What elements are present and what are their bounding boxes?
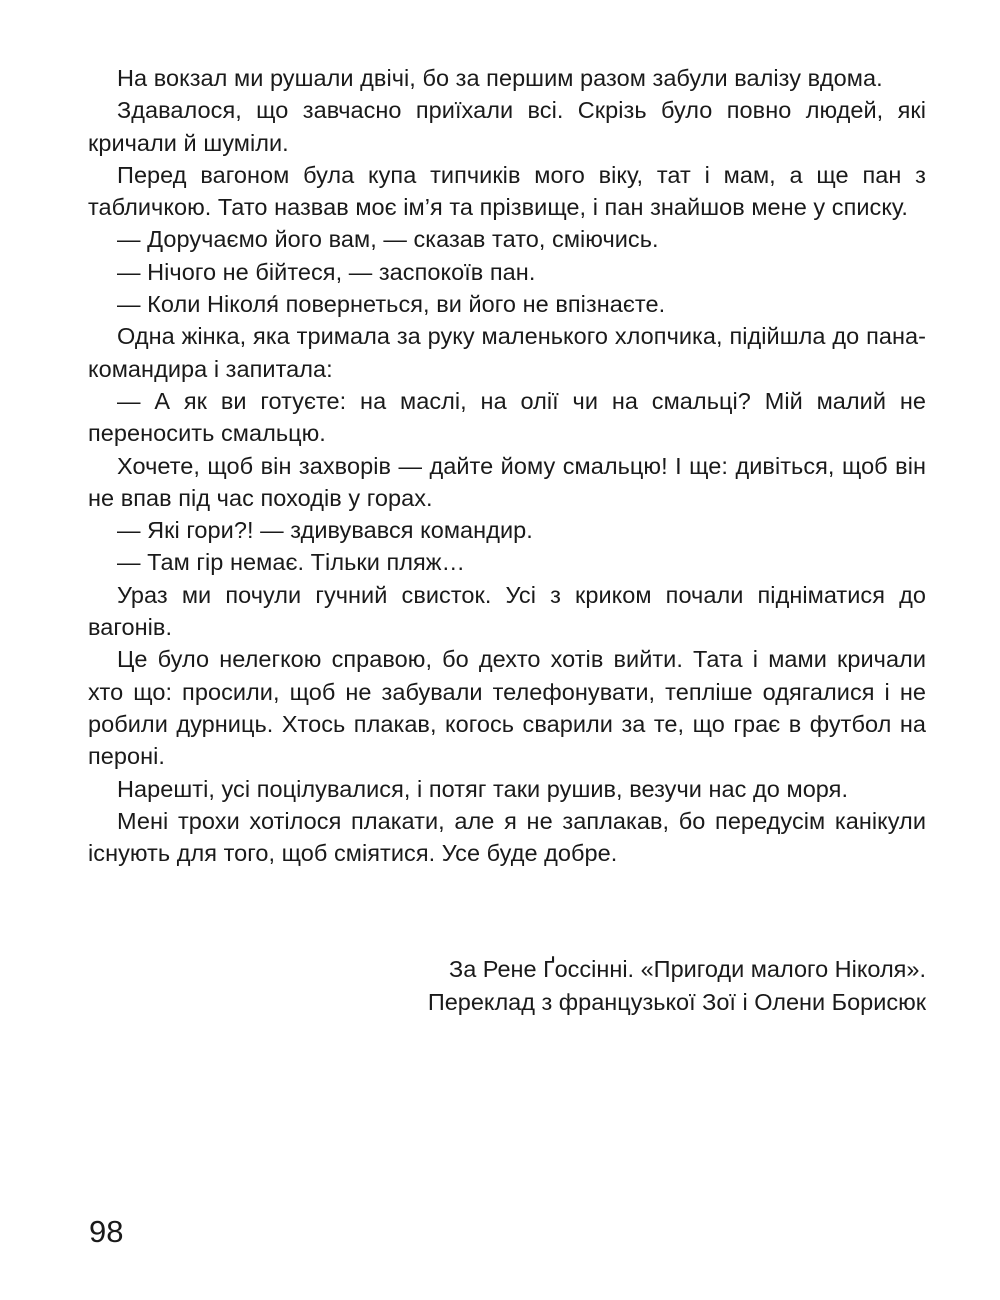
paragraph: Здавалося, що завчасно приїхали всі. Скрізь було повно людей, які кричали й шуміли.	[88, 97, 926, 156]
paragraph: Перед вагоном була купа типчиків мого віку, тат і мам, а ще пан з табличкою. Тато назвав моє ім’я та прізвище, і пан знайшов мене у списку.	[88, 161, 926, 221]
dialogue-line: — Які гори?! — здивувався командир.	[117, 517, 533, 544]
dialogue-line: — Коли Ніколя́ повернеться, ви його не впізнаєте.	[117, 291, 666, 318]
paragraph: Це було нелегкою справою, бо дехто хотів вийти. Тата і мами кричали хто що: просили, щоб не забували телефонувати, тепліше одягалися і не робили дурниць. Хтось плакав, когось сварили за те, що грає в футбол на пероні.	[88, 646, 926, 770]
attribution-source: За Рене Ґоссінні. «Пригоди малого Ніколя».	[449, 956, 926, 982]
dialogue-line: — Там гір немає. Тільки пляж…	[117, 549, 466, 576]
paragraph: Ураз ми почули гучний свисток. Усі з криком почали підніматися до вагонів.	[88, 581, 926, 641]
paragraph: Хочете, щоб він захворів — дайте йому смальцю! І ще: дивіться, щоб він не впав під час походів у горах.	[88, 452, 926, 511]
paragraph: Нарешті, усі поцілувалися, і потяг таки рушив, везучи нас до моря.	[117, 775, 849, 802]
attribution-translation: Переклад з французької Зої і Олени Борисюк	[427, 988, 926, 1015]
page-number: 98	[89, 1214, 124, 1249]
dialogue-line: — А як ви готуєте: на маслі, на олії чи на смальці? Мій малий не переносить смальцю.	[88, 387, 926, 447]
story-text	[88, 62, 926, 869]
dialogue-line: — Нічого не бійтеся, — заспокоїв пан.	[117, 258, 536, 285]
paragraph: На вокзал ми рушали двічі, бо за першим разом забули валізу вдома.	[117, 65, 883, 91]
paragraph: Одна жінка, яка тримала за руку маленького хлопчика, підійшла до пана-командира і запитала:	[88, 323, 926, 382]
dialogue-line: — Доручаємо його вам, — сказав тато, сміючись.	[117, 226, 659, 253]
source-attribution	[428, 953, 926, 1018]
paragraph: Мені трохи хотілося плакати, але я не заплакав, бо передусім канікули існують для того, щоб сміятися. Усе буде добре.	[88, 807, 926, 867]
